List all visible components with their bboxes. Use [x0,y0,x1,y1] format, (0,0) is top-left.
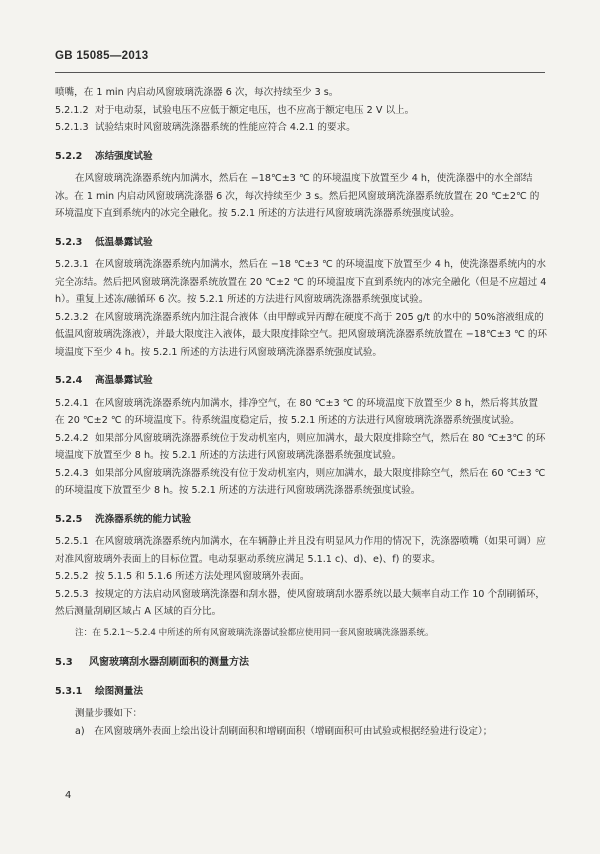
heading-5-3-1 [55,683,547,701]
standard-id: GB 15085—2013 [55,50,149,62]
clause-number: 5.2.3.2 [55,311,89,323]
heading-title: 低温暴露试验 [95,236,153,248]
clause-5-2-4-3 [55,465,547,500]
clause-number: 5.2.4.1 [55,397,89,409]
clause-text: 试验结束时风窗玻璃洗涤器系统的性能应符合 4.2.1 的要求。 [95,122,356,133]
clause-text: 在风窗玻璃洗涤器系统内加满水，在车辆静止并且没有明显风力作用的情况下，洗涤器喷嘴（如果可调）应对准风窗玻璃外表面上的目标位置。电动泵驱动系统应满足 5.1.1 c)、d)、e)、f) 的要求。 [55,536,546,565]
heading-5-3 [55,654,547,672]
clause-text: 按规定的方法启动风窗玻璃洗涤器和刮水器，使风窗玻璃刮水器系统以最大频率自动工作 10 个刮刷循环，然后测量刮刷区域占 A 区域的百分比。 [55,588,546,617]
heading-number: 5.2.5 [55,513,83,525]
clause-5-2-5-2 [55,568,547,586]
heading-number: 5.2.3 [55,236,83,248]
heading-5-2-5 [55,511,547,529]
clause-5-2-3-1 [55,256,547,309]
clause-5-2-5-3 [55,586,547,621]
heading-title: 风窗玻璃刮水器刮刷面积的测量方法 [89,657,249,668]
clause-5-2-4-1 [55,395,547,430]
clause-number: 5.2.1.3 [55,122,89,133]
clause-text: 如果部分风窗玻璃洗涤器系统位于发动机室内，则应加满水，最大限度排除空气，然后在 80 ℃±3℃ 的环境温度下放置至少 8 h。按 5.2.1 所述的方法进行风窗玻璃洗涤器系统强度试验。 [55,432,546,461]
note: 注：在 5.2.1～5.2.4 中所述的所有风窗玻璃洗涤器试验都应使用同一套风窗玻璃洗涤器系统。 [75,627,434,638]
heading-title: 绘图测量法 [95,685,143,697]
clause-text: 如果部分风窗玻璃洗涤器系统没有位于发动机室内，则应加满水，最大限度排除空气，然后在 60 ℃±3 ℃ 的环境温度下放置至少 8 h。按 5.2.1 所述的方法进行风窗玻璃洗涤器系统强度试验。 [55,467,546,496]
clause-number: 5.2.3.1 [55,259,89,270]
paragraph-continued: 喷嘴，在 1 min 内启动风窗玻璃洗涤器 6 次，每次持续至少 3 s。 [55,87,339,98]
step-a: a) 在风窗玻璃外表面上绘出设计刮刷面积和增刷面积（增刷面积可由试验或根据经验进行设定）； [75,725,493,737]
heading-number: 5.2.4 [55,375,83,386]
document-body [55,84,547,740]
clause-text: 在风窗玻璃洗涤器系统内加满水，排净空气，在 80 ℃±3 ℃ 的环境温度下放置至少 8 h，然后将其放置在 20 ℃±2 ℃ 的环境温度下。待系统温度稳定后，按 5.2.1 所述的方法进行风窗玻璃洗涤器系统强度试验。 [55,397,538,426]
clause-5-2-1-2 [55,102,547,120]
clause-number: 5.2.4.2 [55,432,89,444]
clause-5-2-5-1 [55,533,547,568]
heading-number: 5.2.2 [55,150,83,162]
paragraph-5-2-2: 在风窗玻璃洗涤器系统内加满水，然后在 −18℃±3 ℃ 的环境温度下放置至少 4 h，使洗涤器中的水全部结冰。在 1 min 内启动风窗玻璃洗涤器 6 次，每次持续至少 3 s。然后把风窗玻璃洗涤器系统放置在 20 ℃±2℃ 的环境温度下直到系统内的冰完全融化。按 5.2.1 所述的方法进行风窗玻璃洗涤器系统强度试验。 [55,173,540,219]
clause-text: 对于电动泵，试验电压不应低于额定电压，也不应高于额定电压 2 V 以上。 [95,104,415,116]
heading-title: 冻结强度试验 [95,150,153,162]
clause-number: 5.2.1.2 [55,104,89,116]
clause-number: 5.2.5.2 [55,571,89,582]
clause-number: 5.2.4.3 [55,467,89,479]
clause-text: 按 5.1.5 和 5.1.6 所述方法处理风窗玻璃外表面。 [95,571,310,582]
clause-5-2-1-3 [55,119,547,137]
heading-5-2-3 [55,234,547,252]
heading-5-2-2 [55,148,547,166]
heading-title: 洗涤器系统的能力试验 [95,513,191,525]
heading-title: 高温暴露试验 [95,375,153,386]
clause-5-2-3-2 [55,309,547,362]
header-rule [55,72,545,73]
page-number: 4 [65,790,72,801]
heading-number: 5.3.1 [55,685,83,697]
heading-5-2-4 [55,372,547,390]
clause-text: 在风窗玻璃洗涤器系统内加注混合液体（由甲醇或异丙醇在硬度不高于 205 g/t 的水中的 50%溶液组成的低温风窗玻璃洗涤液），并最大限度注入液体，最大限度排除空气。把风窗玻璃洗涤器系统放置在 −18℃±3 ℃ 的环境温度下至少 4 h。按 5.2.1 所述的方法进行风窗玻璃洗涤器系统强度试验。 [55,311,548,358]
heading-number: 5.3 [55,657,73,668]
clause-number: 5.2.5.3 [55,588,89,600]
clause-text: 在风窗玻璃洗涤器系统内加满水，然后在 −18 ℃±3 ℃ 的环境温度下放置至少 4 h，使洗涤器系统内的水完全冻结。然后把风窗玻璃洗涤器系统放置在 20 ℃±2 ℃ 的环境温度下直到系统内的冰完全融化（但是不应超过 4 h）。重复上述冻/融循环 6 次。按 5.2.1 所述的方法进行风窗玻璃洗涤器系统强度试验。 [55,259,547,305]
clause-number: 5.2.5.1 [55,536,89,547]
clause-5-2-4-2 [55,430,547,465]
steps-intro: 测量步骤如下： [75,708,143,719]
